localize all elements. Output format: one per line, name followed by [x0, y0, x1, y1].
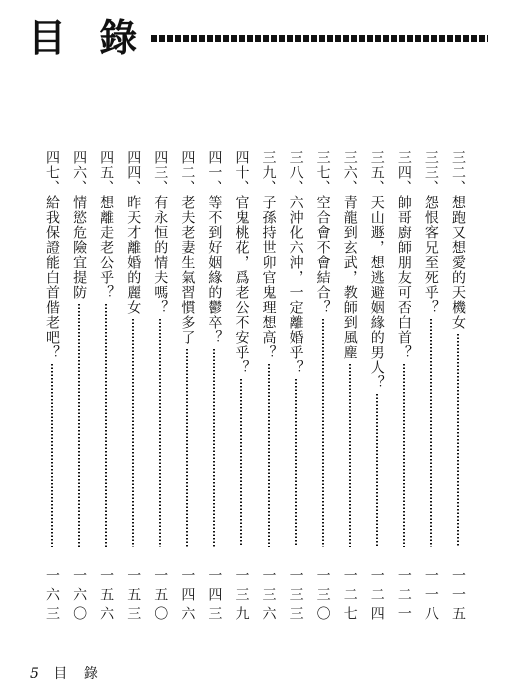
- running-header: 目 錄: [53, 666, 104, 682]
- dot-leader: [349, 364, 351, 547]
- toc-entry-title: 三九、子孫持世卯官鬼理想高？: [260, 150, 277, 360]
- toc-entry-title: 四一、等不到好姻緣的鬱卒？: [206, 150, 223, 345]
- dot-leader: [186, 349, 188, 547]
- toc-entry: [311, 150, 335, 625]
- toc-entry-page: 一二四: [368, 568, 385, 625]
- toc-entry: [229, 150, 253, 625]
- toc-entry-page: 一一五: [449, 568, 466, 625]
- toc-entry-title: 三四、帥哥廚師朋友可否白首？: [395, 150, 412, 360]
- dot-leader: [457, 334, 459, 547]
- toc-entry-title: 四十、官鬼桃花，爲老公不安乎？: [233, 150, 250, 375]
- page-footer: [30, 663, 104, 683]
- toc-entry: [121, 150, 145, 625]
- toc-entry-page: 一二七: [341, 568, 358, 625]
- table-of-contents: [40, 150, 470, 625]
- toc-entry: [40, 150, 64, 625]
- toc-entry: [419, 150, 443, 625]
- toc-entry-title: 三六、青龍到玄武，教師到風塵: [341, 150, 358, 360]
- toc-entry-page: 一四六: [179, 568, 196, 625]
- page-number: 5: [30, 666, 39, 682]
- toc-entry-title: 三七、空合會不會結合？: [314, 150, 331, 315]
- toc-entry: [202, 150, 226, 625]
- dot-leader: [322, 319, 324, 547]
- toc-entry-title: 四三、有永恒的情夫嗎？: [152, 150, 169, 315]
- toc-entry-title: 四二、老夫老妻生氣習慣多了: [179, 150, 196, 345]
- toc-entry-page: 一五六: [98, 568, 115, 625]
- toc-entry: [338, 150, 362, 625]
- toc-entry-page: 一三〇: [314, 568, 331, 625]
- toc-entry-page: 一二一: [395, 568, 412, 625]
- toc-entry-page: 一五三: [125, 568, 142, 625]
- dot-leader: [295, 379, 297, 547]
- toc-entry-page: 一三三: [287, 568, 304, 625]
- toc-entry-page: 一四三: [206, 568, 223, 625]
- page-title: 目 錄: [28, 15, 148, 60]
- toc-entry-title: 三五、天山遯，想逃避姻緣的男人？: [368, 150, 385, 390]
- dot-leader: [51, 364, 53, 547]
- dot-leader: [105, 304, 107, 547]
- toc-entry: [94, 150, 118, 625]
- toc-entry: [446, 150, 470, 625]
- dot-leader: [430, 319, 432, 547]
- toc-entry: [67, 150, 91, 625]
- toc-entry: [284, 150, 308, 625]
- title-rule: [151, 35, 488, 42]
- toc-entry-title: 四六、情慾危險宜提防: [71, 150, 88, 300]
- toc-entry: [257, 150, 281, 625]
- toc-entry-title: 三三、怨恨客兄至死乎？: [422, 150, 439, 315]
- toc-entry-page: 一六三: [44, 568, 60, 625]
- dot-leader: [240, 379, 242, 547]
- dot-leader: [159, 319, 161, 547]
- toc-header: [28, 16, 488, 60]
- dot-leader: [403, 364, 405, 547]
- toc-entry-page: 一三六: [260, 568, 277, 625]
- toc-entry: [175, 150, 199, 625]
- toc-entry-title: 四七、給我保證能白首偕老吧？: [44, 150, 60, 360]
- toc-entry-title: 三八、六沖化六沖，一定離婚乎？: [287, 150, 304, 375]
- toc-entry-title: 四四、昨天才離婚的麗女: [125, 150, 142, 315]
- toc-entry-page: 一五〇: [152, 568, 169, 625]
- dot-leader: [78, 304, 80, 547]
- toc-entry: [365, 150, 389, 625]
- toc-entry: [148, 150, 172, 625]
- toc-entry-page: 一六〇: [71, 568, 88, 625]
- dot-leader: [213, 349, 215, 547]
- dot-leader: [268, 364, 270, 547]
- toc-entry-title: 三二、想跑又想愛的天機女: [449, 150, 466, 330]
- dot-leader: [132, 319, 134, 547]
- toc-entry: [392, 150, 416, 625]
- toc-entry-title: 四五、想離走老公乎？: [98, 150, 115, 300]
- dot-leader: [376, 394, 378, 547]
- toc-entry-page: 一一八: [422, 568, 439, 625]
- toc-entry-page: 一三九: [233, 568, 250, 625]
